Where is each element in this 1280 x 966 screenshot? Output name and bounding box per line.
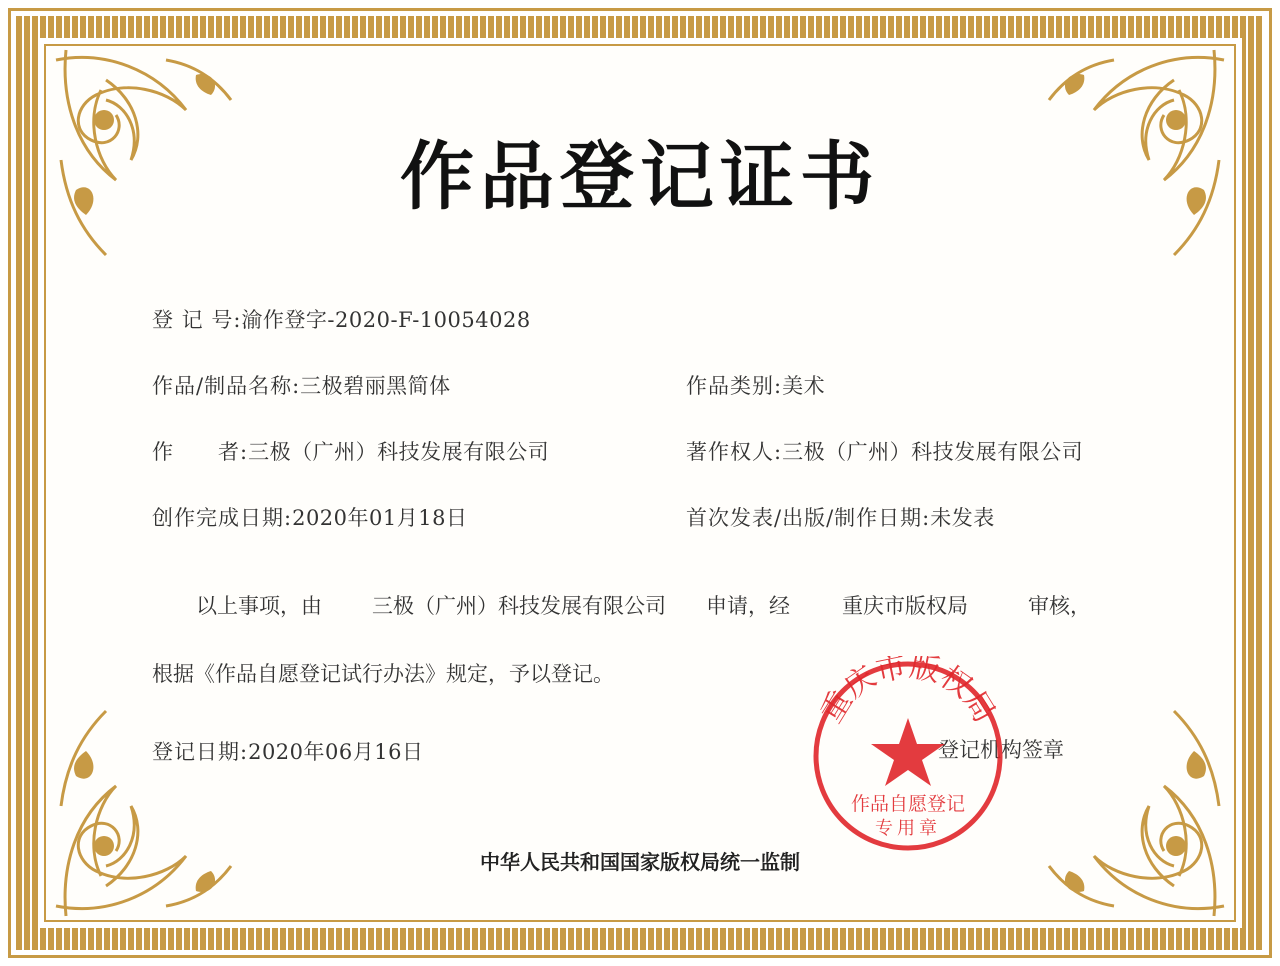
statement-part3: 审核，	[1028, 594, 1091, 618]
registration-number	[152, 304, 531, 334]
work-name-label: 作品/制品名称:	[152, 374, 301, 398]
statement-line-2: 根据《作品自愿登记试行办法》规定，予以登记。	[152, 662, 614, 686]
statement-authority: 重庆市版权局	[842, 594, 968, 618]
copyright-owner	[686, 436, 1083, 466]
work-category-label: 作品类别:	[686, 374, 783, 398]
registration-date	[152, 736, 423, 766]
corner-ornament-icon	[46, 696, 236, 926]
registration-date-value: 2020年06月16日	[248, 740, 424, 764]
work-category-value: 美术	[782, 374, 826, 398]
seal-bottom-text: 作品自愿登记	[850, 793, 966, 815]
copyright-owner-label: 著作权人:	[686, 440, 783, 464]
statement-part2: 申请，经	[706, 594, 790, 618]
publication-date	[686, 502, 995, 532]
publication-date-value: 未发表	[930, 506, 995, 530]
work-category	[686, 370, 825, 400]
statement-applicant: 三极（广州）科技发展有限公司	[372, 594, 666, 618]
work-name	[152, 370, 451, 400]
author-value: 三极（广州）科技发展有限公司	[248, 440, 550, 464]
completion-date-label: 创作完成日期:	[152, 506, 293, 530]
completion-date	[152, 502, 467, 532]
corner-ornament-icon	[1044, 696, 1234, 926]
copyright-owner-value: 三极（广州）科技发展有限公司	[782, 440, 1084, 464]
footer-issuer: 中华人民共和国国家版权局统一监制	[480, 850, 800, 874]
author-label: 作 者:	[152, 440, 249, 464]
official-seal-icon	[808, 656, 1008, 856]
seal-label: 登记机构签章	[938, 738, 1064, 762]
registration-number-label: 登 记 号:	[152, 308, 242, 332]
work-name-value: 三极碧丽黑简体	[300, 374, 451, 398]
publication-date-label: 首次发表/出版/制作日期:	[686, 506, 931, 530]
certificate-title: 作品登记证书	[400, 134, 880, 220]
seal-top-text: 重庆市版权局	[814, 656, 1002, 729]
author	[152, 436, 549, 466]
registration-date-label: 登记日期:	[152, 740, 249, 764]
registration-number-value: 渝作登字-2020-F-10054028	[241, 308, 531, 332]
seal-bottom-text-2: 专用章	[875, 818, 941, 839]
statement-line-1	[196, 590, 1091, 620]
completion-date-value: 2020年01月18日	[292, 506, 468, 530]
statement-part1: 以上事项，由	[196, 594, 322, 618]
